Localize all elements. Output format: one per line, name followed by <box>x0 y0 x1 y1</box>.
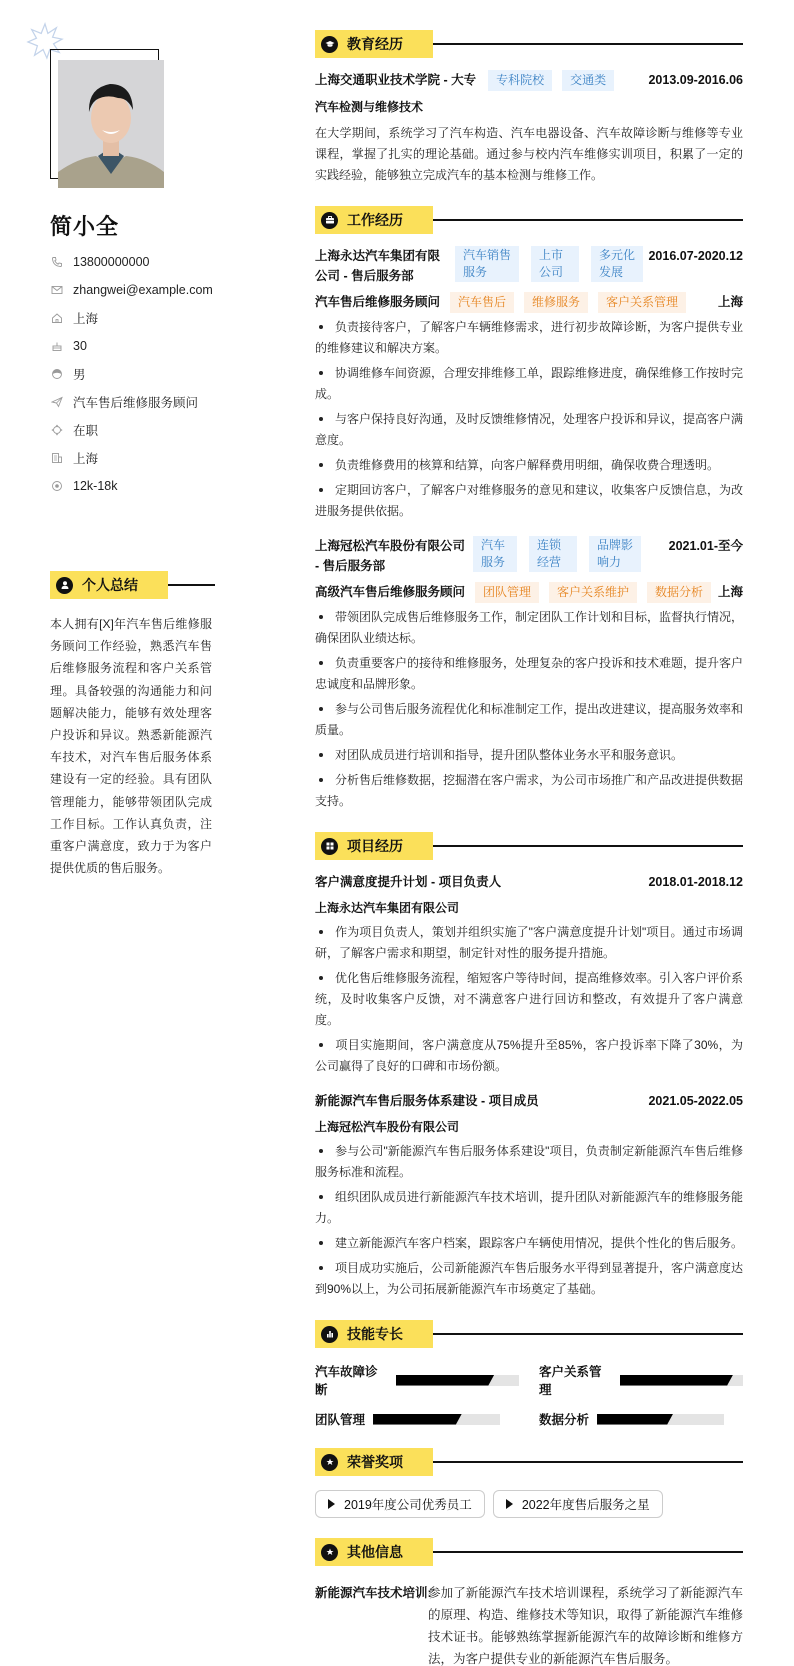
skill-bar <box>396 1375 519 1386</box>
company-tag: 汽车服务 <box>473 536 517 572</box>
skill-item <box>539 1410 743 1428</box>
awards-title: 荣誉奖项 <box>347 1454 403 1470</box>
other-section <box>315 1538 743 1666</box>
bullet-item: 作为项目负责人，策划并组织实施了"客户满意度提升计划"项目。通过市场调研，了解客户需求和期望，制定针对性的服务提升措施。 <box>315 925 743 960</box>
project-date: 2021.05-2022.05 <box>648 1094 743 1108</box>
section-divider <box>168 584 215 586</box>
job-bullets <box>315 607 743 812</box>
skill-bar-fill <box>620 1375 733 1386</box>
info-gender <box>50 360 213 388</box>
send-icon <box>50 396 63 409</box>
section-divider <box>433 1461 743 1463</box>
skill-bar <box>597 1414 724 1425</box>
skill-bar-fill <box>597 1414 673 1425</box>
awards-section-header <box>315 1448 743 1476</box>
skill-tag: 汽车售后 <box>450 292 514 313</box>
skill-item <box>315 1362 519 1398</box>
bullet-item: 组织团队成员进行新能源汽车技术培训，提升团队对新能源汽车的维修服务能力。 <box>315 1190 744 1225</box>
skill-tag: 团队管理 <box>475 582 539 603</box>
job-date: 2016.07-2020.12 <box>648 249 743 263</box>
education-row <box>315 70 743 91</box>
skill-name: 数据分析 <box>539 1413 590 1427</box>
job-entry <box>315 536 743 812</box>
project-header <box>315 872 743 892</box>
projects-section <box>315 832 743 1300</box>
skill-bar <box>373 1414 500 1425</box>
company-tags <box>467 536 641 572</box>
info-target-city <box>50 444 213 472</box>
skills-grid <box>315 1348 743 1428</box>
bullet-item: 定期回访客户，了解客户对维修服务的意见和建议，收集客户反馈信息，为改进服务提供依据。 <box>315 483 744 518</box>
info-icon <box>321 1544 338 1561</box>
school-tag: 交通类 <box>562 70 614 91</box>
company-tag: 多元化发展 <box>591 246 643 282</box>
education-title: 教育经历 <box>347 36 403 52</box>
position-row <box>315 582 743 603</box>
skill-bar <box>620 1375 743 1386</box>
salary-text: 12k-18k <box>73 479 118 493</box>
project-bullets <box>315 922 743 1077</box>
project-entry <box>315 1091 743 1300</box>
building-icon <box>50 452 63 465</box>
skill-tag: 维修服务 <box>524 292 588 313</box>
major-name: 汽车检测与维修技术 <box>315 100 424 114</box>
gender-icon <box>50 368 63 381</box>
status-icon <box>50 424 63 437</box>
award-chip <box>315 1490 485 1518</box>
awards-list <box>315 1476 743 1518</box>
skills-title-tag <box>315 1320 433 1348</box>
skills-section-header <box>315 1320 743 1348</box>
project-header <box>315 1091 743 1111</box>
info-job-status <box>50 416 213 444</box>
award-label: 2019年度公司优秀员工 <box>344 1498 472 1512</box>
briefcase-icon <box>321 212 338 229</box>
skill-name: 汽车故障诊断 <box>315 1365 378 1397</box>
play-icon <box>506 1499 513 1509</box>
position-title: 汽车售后维修服务顾问 <box>315 295 441 309</box>
awards-section <box>315 1448 743 1518</box>
graduation-cap-icon <box>321 36 338 53</box>
awards-title-tag <box>315 1448 433 1476</box>
summary-title: 个人总结 <box>82 577 138 593</box>
salary-icon <box>50 480 63 493</box>
bullet-item: 协调维修车间资源，合理安排维修工单，跟踪维修进度，确保维修工作按时完成。 <box>315 366 744 401</box>
company-tags <box>443 246 643 282</box>
job-entry <box>315 246 743 522</box>
skills-title: 技能专长 <box>347 1326 403 1342</box>
other-entry <box>315 1566 743 1666</box>
info-residence <box>50 304 213 332</box>
other-title: 其他信息 <box>347 1544 403 1560</box>
info-phone <box>50 248 213 276</box>
company-tag: 汽车销售服务 <box>455 246 519 282</box>
position-row <box>315 292 743 313</box>
skill-tag: 客户关系管理 <box>598 292 686 313</box>
skill-item <box>315 1410 519 1428</box>
projects-section-header <box>315 832 743 860</box>
phone-text: 13800000000 <box>73 255 150 269</box>
education-date: 2013.09-2016.06 <box>648 73 743 87</box>
summary-section-header <box>50 571 215 599</box>
grid-icon <box>321 838 338 855</box>
bullet-item: 参与公司售后服务流程优化和标准制定工作，提出改进建议，提高服务效率和质量。 <box>315 702 744 737</box>
work-section <box>315 206 743 812</box>
job-status-text: 在职 <box>73 424 99 438</box>
age-text: 30 <box>73 339 87 353</box>
other-label: 新能源汽车技术培训: <box>315 1586 432 1600</box>
user-icon <box>56 577 73 594</box>
company-name: 上海永达汽车集团有限公司 - 售后服务部 <box>315 249 441 283</box>
work-section-header <box>315 206 743 234</box>
position-title: 高级汽车售后维修服务顾问 <box>315 585 466 599</box>
education-section-header <box>315 30 743 58</box>
company-tag: 连锁经营 <box>529 536 577 572</box>
candidate-name: 简小全 <box>50 214 120 239</box>
bullet-item: 项目成功实施后，公司新能源汽车售后服务水平得到显著提升，客户满意度达到90%以上，为公司拓展新能源汽车市场奠定了基础。 <box>315 1261 744 1296</box>
residence-text: 上海 <box>73 312 99 326</box>
other-text: 参加了新能源汽车技术培训课程，系统学习了新能源汽车的原理、构造、维修技术等知识，取得了新能源汽车维修技术证书。能够熟练掌握新能源汽车的故障诊断和维修方法，为客户提供专业的新能源汽车售后服务。 <box>428 1586 743 1666</box>
info-email <box>50 276 213 304</box>
mail-icon <box>50 284 63 297</box>
skill-name: 客户关系管理 <box>539 1365 602 1397</box>
contact-info-list <box>50 248 213 500</box>
bullet-item: 建立新能源汽车客户档案，跟踪客户车辆使用情况，提供个性化的售后服务。 <box>315 1233 743 1254</box>
job-date: 2021.01-至今 <box>668 539 743 553</box>
project-company: 上海冠松汽车股份有限公司 <box>315 1120 460 1134</box>
home-icon <box>50 312 63 325</box>
section-divider <box>433 1551 743 1553</box>
bullet-item: 负责接待客户，了解客户车辆维修需求，进行初步故障诊断，为客户提供专业的维修建议和解决方案。 <box>315 320 744 355</box>
skill-item <box>539 1362 743 1398</box>
project-bullets <box>315 1141 743 1300</box>
skill-tag: 客户关系维护 <box>549 582 637 603</box>
job-header <box>315 536 743 576</box>
company-name: 上海冠松汽车股份有限公司 - 售后服务部 <box>315 539 466 573</box>
summary-title-tag <box>50 571 168 599</box>
project-name: 新能源汽车售后服务体系建设 - 项目成员 <box>315 1094 539 1108</box>
skill-bar-fill <box>373 1414 462 1425</box>
main-content <box>315 30 743 1666</box>
education-description: 在大学期间，系统学习了汽车构造、汽车电器设备、汽车故障诊断与维修等专业课程，掌握了扎实的理论基础。通过参与校内汽车维修实训项目，积累了一定的实践经验，能够独立完成汽车的基本检测与维修工作。 <box>315 126 743 182</box>
gender-text: 男 <box>73 368 86 382</box>
job-location: 上海 <box>717 585 743 599</box>
skills-section <box>315 1320 743 1428</box>
project-date: 2018.01-2018.12 <box>648 875 743 889</box>
target-position-text: 汽车售后维修服务顾问 <box>73 396 199 410</box>
bar-chart-icon <box>321 1326 338 1343</box>
info-salary <box>50 472 213 500</box>
bullet-item: 参与公司"新能源汽车售后服务体系建设"项目，负责制定新能源汽车售后维修服务标准和流程。 <box>315 1144 743 1179</box>
section-divider <box>433 1333 743 1335</box>
bullet-item: 对团队成员进行培训和指导，提升团队整体业务水平和服务意识。 <box>315 745 743 766</box>
skill-name: 团队管理 <box>315 1413 366 1427</box>
work-title-tag <box>315 206 433 234</box>
project-entry <box>315 872 743 1077</box>
school-name: 上海交通职业技术学院 - 大专 <box>315 73 477 87</box>
job-bullets <box>315 317 743 522</box>
bullet-item: 带领团队完成售后维修服务工作，制定团队工作计划和目标，监督执行情况，确保团队业绩达标。 <box>315 610 744 645</box>
phone-icon <box>50 256 63 269</box>
other-section-header <box>315 1538 743 1566</box>
bullet-item: 优化售后维修服务流程，缩短客户等待时间，提高维修效率。引入客户评价系统，及时收集客户反馈，对不满意客户进行回访和整改，有效提升了客户满意度。 <box>315 971 744 1027</box>
target-city-text: 上海 <box>73 452 99 466</box>
other-title-tag <box>315 1538 433 1566</box>
job-header <box>315 246 743 286</box>
cake-icon <box>50 340 63 353</box>
summary-text: 本人拥有[X]年汽车售后维修服务顾问工作经验，熟悉汽车售后维修服务流程和客户关系管理。具备较强的沟通能力和问题解决能力，能够有效处理客户投诉和异议。熟悉新能源汽车技术，对汽车售后服务体系建设有一定的经验。具有团队管理能力，能够带领团队完成工作目标。工作认真负责，注重客户满意度，致力于为客户提供优质的售后服务。 <box>50 617 212 876</box>
award-chip <box>493 1490 663 1518</box>
work-title: 工作经历 <box>347 212 403 228</box>
skill-bar-fill <box>396 1375 495 1386</box>
email-text: zhangwei@example.com <box>73 283 213 297</box>
info-age <box>50 332 213 360</box>
bullet-item: 负责重要客户的接待和维修服务，处理复杂的客户投诉和技术难题，提升客户忠诚度和品牌形象。 <box>315 656 744 691</box>
avatar <box>58 60 164 188</box>
school-tag: 专科院校 <box>488 70 552 91</box>
award-label: 2022年度售后服务之星 <box>521 1498 650 1512</box>
trophy-icon <box>321 1454 338 1471</box>
play-icon <box>328 1499 335 1509</box>
education-title-tag <box>315 30 433 58</box>
company-tag: 上市公司 <box>531 246 579 282</box>
bullet-item: 项目实施期间，客户满意度从75%提升至85%，客户投诉率下降了30%，为公司赢得了良好的口碑和市场份额。 <box>315 1038 743 1073</box>
section-divider <box>433 219 743 221</box>
section-divider <box>433 845 743 847</box>
projects-title: 项目经历 <box>347 838 403 854</box>
projects-title-tag <box>315 832 433 860</box>
job-location: 上海 <box>717 295 743 309</box>
info-target-position <box>50 388 213 416</box>
education-section <box>315 30 743 186</box>
bullet-item: 与客户保持良好沟通，及时反馈维修情况，处理客户投诉和异议，提高客户满意度。 <box>315 412 744 447</box>
bullet-item: 负责维修费用的核算和结算，向客户解释费用明细，确保收费合理透明。 <box>315 455 743 476</box>
project-company: 上海永达汽车集团有限公司 <box>315 901 460 915</box>
section-divider <box>433 43 743 45</box>
project-name: 客户满意度提升计划 - 项目负责人 <box>315 875 502 889</box>
skill-tag: 数据分析 <box>647 582 711 603</box>
bullet-item: 分析售后维修数据，挖掘潜在客户需求，为公司市场推广和产品改进提供数据支持。 <box>315 773 744 808</box>
company-tag: 品牌影响力 <box>589 536 641 572</box>
